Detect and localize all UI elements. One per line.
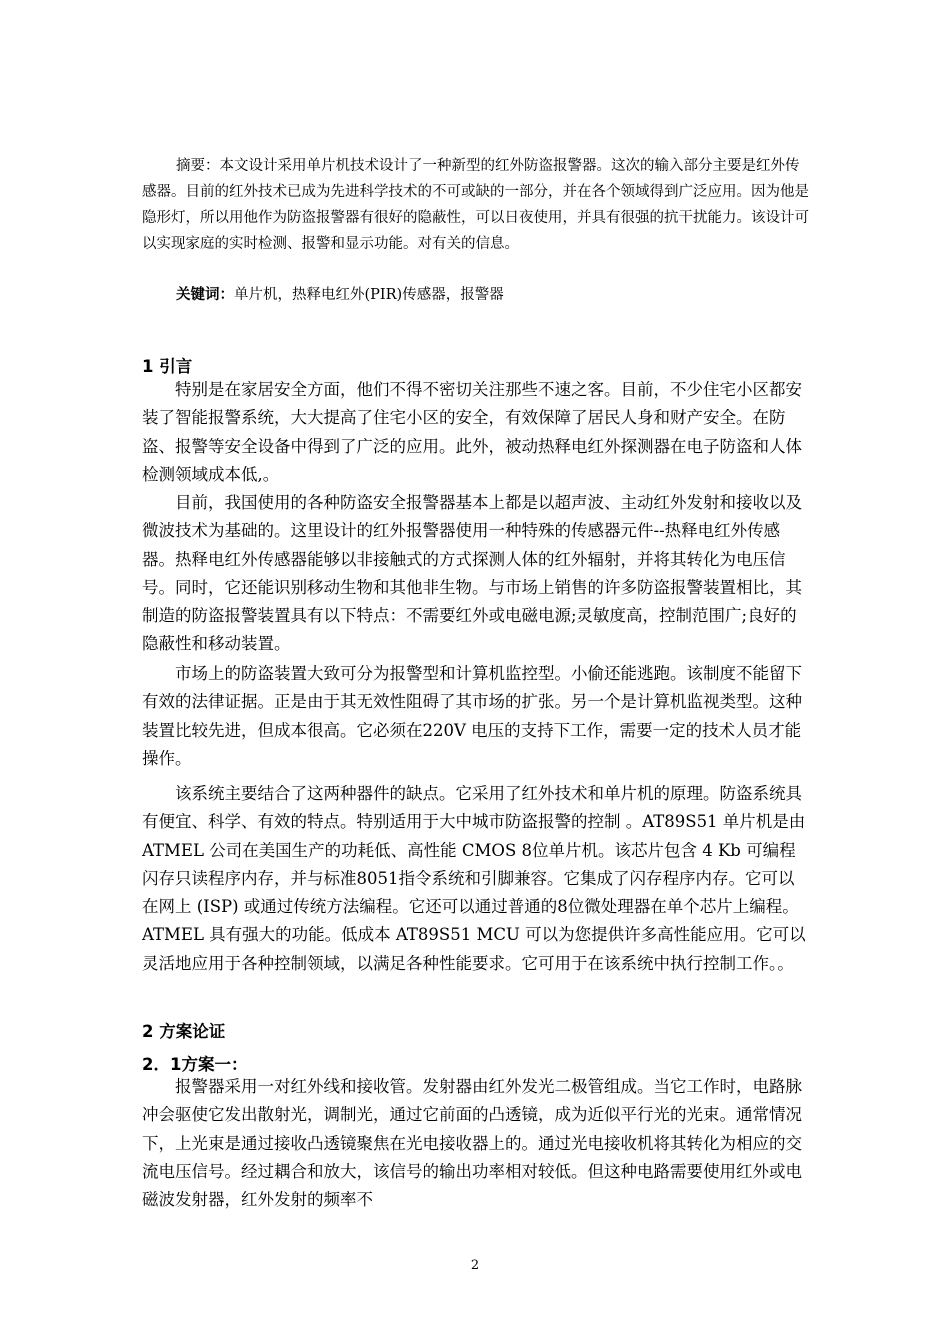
page-number: 2 [470, 1258, 480, 1273]
abstract-text: 本文设计采用单片机技术设计了一种新型的红外防盗报警器。这次的输入部分主要是红外传感器。目前的红外技术已成为先进科学技术的不可或缺的一部分，并在各个领域得到广泛应用。因为他是隐形灯，所以用他作为防盗报警器有很好的隐蔽性，可以日夜使用，并具有很强的抗干扰能力。该设计可以实现家庭的实时检测、报警和显示功能。对有关的信息。 [142, 158, 809, 252]
paragraph-3: 市场上的防盗装置大致可分为报警型和计算机监控型。小偷还能逃跑。该制度不能留下有效的法律证据。正是由于其无效性阻碍了其市场的扩张。另一个是计算机监视类型。这种装置比较先进，但成本很高。它必须在220V 电压的支持下工作，需要一定的技术人员才能操作。 [142, 664, 802, 768]
section-heading-introduction: 1 引言 [142, 357, 193, 376]
paragraph-1: 特别是在家居安全方面，他们不得不密切关注那些不速之客。目前，不少住宅小区都安装了智能报警系统，大大提高了住宅小区的安全，有效保障了居民人身和财产安全。在防盗、报警等安全设备中得到了广泛的应用。此外，被动热释电红外探测器在电子防盗和人体检测领域成本低,。 [142, 380, 802, 484]
keywords-label: 关键词： [176, 287, 234, 303]
paragraph-5: 报警器采用一对红外线和接收管。发射器由红外发光二极管组成。当它工作时，电路脉冲会驱使它发出散射光，调制光，通过它前面的凸透镜，成为近似平行光的光束。通常情况下，上光束是通过接收凸透镜聚焦在光电接收器上的。通过光电接收机将其转化为相应的交流电压信号。经过耦合和放大，该信号的输出功率相对较低。但这种电路需要使用红外或电磁波发射器，红外发射的频率不 [142, 1077, 802, 1210]
abstract [142, 153, 812, 257]
subsection-heading-scheme-one: 2．1方案一： [142, 1055, 248, 1074]
paragraph-4: 该系统主要结合了这两种器件的缺点。它采用了红外技术和单片机的原理。防盗系统具有便宜、科学、有效的特点。特别适用于大中城市防盗报警的控制 。AT89S51 单片机是由 ATMEL 公司在美国生产的功耗低、高性能 CMOS 8位单片机。该芯片包含 4 Kb 可编程闪存只读程序内存，并与标准8051指令系统和引脚兼容。它集成了闪存程序内存。它可以在网上 (ISP) 或通过传统方法编程。它还可以通过普通的8位微处理器在单个芯片上编程。ATMEL 具有强大的功能。低成本 AT89S51 MCU 可以为您提供许多高性能应用。它可以灵活地应用于各种控制领域，以满足各种性能要求。它可用于在该系统中执行控制工作。。 [142, 784, 806, 973]
keywords-text: 单片机，热释电红外(PIR)传感器，报警器 [234, 287, 504, 303]
abstract-label: 摘要： [176, 158, 220, 174]
keywords [142, 282, 812, 308]
section-heading-scheme: 2 方案论证 [142, 1022, 226, 1041]
paragraph-2: 目前，我国使用的各种防盗安全报警器基本上都是以超声波、主动红外发射和接收以及微波技术为基础的。这里设计的红外报警器使用一种特殊的传感器元件--热释电红外传感器。热释电红外传感器能够以非接触式的方式探测人体的红外辐射，并将其转化为电压信号。同时，它还能识别移动生物和其他非生物。与市场上销售的许多防盗报警装置相比，其制造的防盗报警装置具有以下特点：不需要红外或电磁电源;灵敏度高，控制范围广;良好的隐蔽性和移动装置。 [142, 493, 802, 654]
